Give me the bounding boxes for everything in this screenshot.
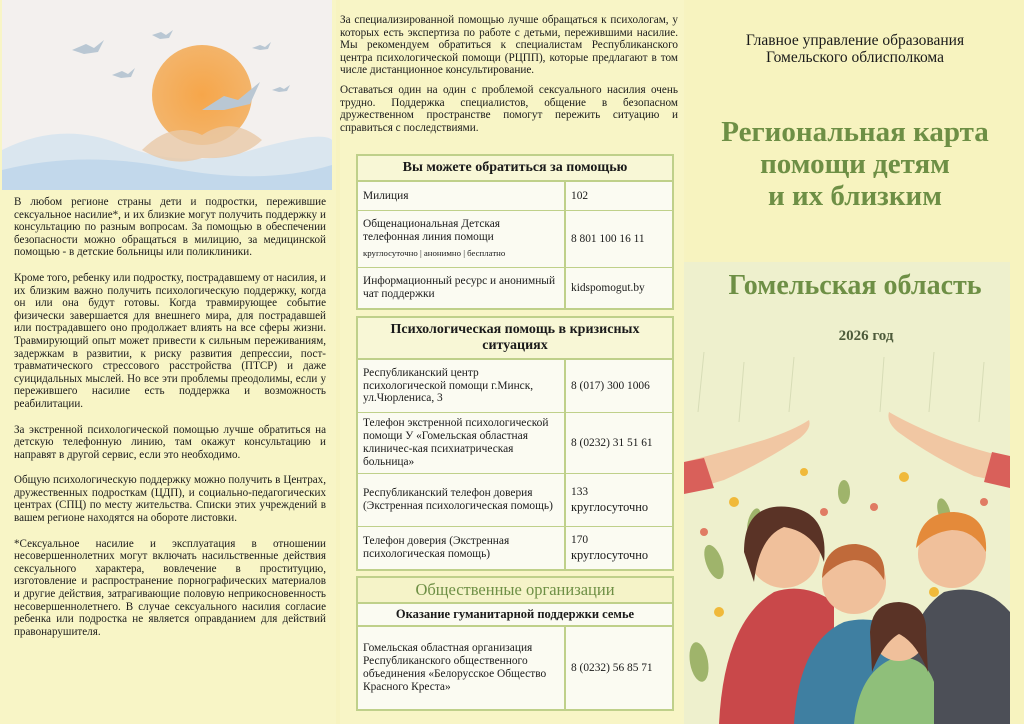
help-contacts-table: [358, 182, 672, 308]
contact-name-text: Общенациональная Детская телефонная линия помощи: [363, 217, 501, 243]
orgs-box-title: Общественные организации: [358, 578, 672, 604]
contact-name: Милиция: [358, 182, 565, 211]
table-row: [358, 211, 672, 268]
help-contacts-box: [356, 154, 674, 310]
left-paragraph: В любом регионе страны дети и подростки, пережившие сексуальное насилие*, и их близкие могут получить поддержку и консультацию по разным вопросам. За помощью в обеспечении безопасности можно обращаться в милицию, за медицинской помощью - в детские больницы или поликлиники.: [14, 196, 326, 259]
footnote: *Сексуальное насилие и эксплуатация в отношении несовершеннолетних могут включать насильственные действия сексуального характера, вовлечение в проституцию, изготовление и распространение порнографических материалов и другие действия, затрагивающие половую неприкосновенность несовершеннолетнего. В случае сексуального насилия согласие ребенка или подростка не является оправданием для действий правонарушителя.: [14, 537, 326, 638]
left-body-text: [14, 196, 326, 651]
left-paragraph: Кроме того, ребенку или подростку, пострадавшему от насилия, и их близким важно получить психологическую поддержку, когда он или она будут готовы. Когда травмирующее событие физически завершается для внешнего мира, для пострадавшей или пострадавшего оно продолжает влиять на все сферы жизни. Травмирующий опыт может привести к сильным переживаниям, задержкам в развитии, к риску развития депрессии, пост-травматического стрессового расстройства (ПТСР) и даже суицидальных мыслей. Но все эти проблемы преодолимы, если у пережившего насилие есть поддержка и возможность реабилитации.: [14, 271, 326, 410]
table-row: [358, 527, 672, 570]
contact-phone: 8 (0232) 31 51 61: [565, 413, 672, 474]
title-line: Региональная карта: [721, 116, 989, 148]
issuing-organization: [686, 32, 1024, 66]
table-row: [358, 182, 672, 211]
title-line: и их близким: [768, 180, 942, 212]
contact-name: Телефон доверия (Экстренная психологическая помощь): [358, 527, 565, 570]
contact-name: Республиканский центр психологической помощи г.Минск, ул.Чюрлениса, 3: [358, 360, 565, 413]
leaflet-title: [686, 116, 1024, 212]
contact-phone-number: 133: [571, 486, 589, 499]
contact-phone: 8 (017) 300 1006: [571, 379, 650, 392]
sunset-birds-illustration: [2, 0, 332, 190]
contact-name: Информационный ресурс и анонимный чат поддержки: [358, 268, 565, 309]
left-paragraph: За экстренной психологической помощью лучше обратиться на детскую телефонную линию, там окажут консультацию и направят в другой сервис, если это необходимо.: [14, 423, 326, 461]
table-row: [358, 627, 672, 709]
contact-name: Телефон экстренной психологической помощи У «Гомельская областная клиничес-кая психиатрическая больница»: [358, 413, 565, 474]
contact-availability: круглосуточно: [571, 548, 649, 562]
table-row: [358, 474, 672, 527]
contact-phone: 102: [571, 189, 589, 202]
right-panel: [686, 0, 1024, 724]
public-orgs-box: [356, 576, 674, 711]
crisis-help-box: [356, 316, 674, 571]
intro-paragraph: Оставаться один на один с проблемой сексуального насилия очень трудно. Поддержка специалистов, общение в безопасном дружественном пространстве помогут пережить ситуацию и справиться с последствиями.: [340, 83, 678, 134]
region-name: Гомельская область: [728, 270, 982, 301]
contact-phone: 8 801 100 16 11: [565, 211, 672, 268]
intro-paragraph: За специализированной помощью лучше обращаться к психологам, у которых есть экспертиза по работе с детьми, пережившими насилие. Мы рекомендуем обратиться к специалистам Республиканского центра психологической помощи (РЦПП), которые предлагают в том числе дистанционное консультирование.: [340, 14, 678, 77]
left-panel: [0, 0, 336, 724]
contact-link[interactable]: kidspomogut.by: [565, 268, 672, 309]
org-line: Гомельского облисполкома: [765, 49, 945, 66]
contact-phone-number: 170: [571, 534, 589, 547]
orgs-contacts-table: [358, 627, 672, 709]
title-line: помощи детям: [760, 148, 950, 180]
table-row: [358, 360, 672, 413]
crisis-box-title: Психологическая помощь в кризисных ситуациях: [358, 318, 672, 360]
org-line: Главное управление образования: [745, 32, 965, 49]
contact-name: Республиканский телефон доверия (Экстренная психологическая помощь): [358, 474, 565, 527]
contact-phone: [565, 474, 672, 527]
table-row: [358, 413, 672, 474]
contact-phone: [565, 527, 672, 570]
middle-panel: [340, 0, 684, 724]
contact-name: [358, 211, 565, 268]
help-box-title: Вы можете обратиться за помощью: [358, 156, 672, 182]
table-row: [358, 268, 672, 309]
contact-phone: 8 (0232) 56 85 71: [571, 661, 653, 674]
year-label: 2026 год: [838, 328, 894, 344]
contact-name: Гомельская областная организация Республиканского общественного объединения «Белорусское Общество Красного Креста»: [358, 627, 565, 709]
left-paragraph: Общую психологическую поддержку можно получить в Центрах, дружественных подросткам (ЦДП), и социально-педагогических центрах (СПЦ) по месту жительства. Списки этих учреждений в вашем регионе находятся на обороте листовки.: [14, 474, 326, 525]
contact-availability: круглосуточно: [571, 500, 649, 514]
contact-note: круглосуточно | анонимно | бесплатно: [363, 248, 506, 259]
orgs-box-subtitle: Оказание гуманитарной поддержки семье: [358, 604, 672, 627]
crisis-contacts-table: [358, 360, 672, 569]
intro-text: [340, 14, 678, 141]
